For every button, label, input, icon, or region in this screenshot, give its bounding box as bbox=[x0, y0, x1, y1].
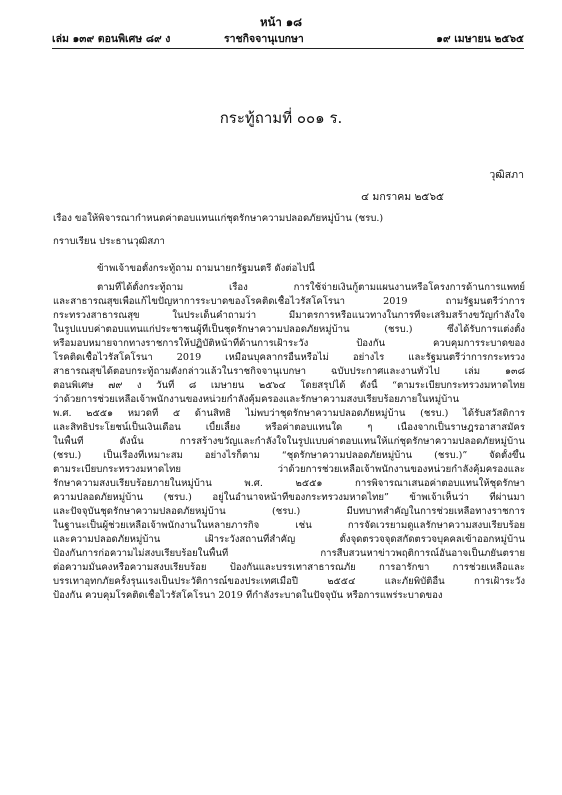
body-line: ในรูปแบบค่าตอบแทนแก่ประชาชนผู้ที่เป็นชุดรักษาความปลอดภัยหมู่บ้าน (ชรบ.) ซึ่งได้รับการแต่งตั้ง bbox=[53, 324, 525, 335]
body-line: ตอนพิเศษ ๗๙ ง วันที่ ๘ เมษายน ๒๕๖๔ โดยสรุปได้ ดังนี้ “ตามระเบียบกระทรวงมหาดไทย bbox=[53, 380, 525, 391]
body-line: (ชรบ.) เป็นเรื่องที่เหมาะสม อย่างไรก็ตาม “ชุดรักษาความปลอดภัยหมู่บ้าน (ชรบ.)” จัดตั้งขึ้น bbox=[53, 450, 525, 461]
body-line: และปัจจุบันชุดรักษาความปลอดภัยหมู่บ้าน (ชรบ.) มีบทบาทสำคัญในการช่วยเหลือทางราชการ bbox=[53, 506, 525, 517]
salutation: กราบเรียน ประธานวุฒิสภา bbox=[53, 236, 165, 247]
subject-line: เรื่อง ขอให้พิจารณากำหนดค่าตอบแทนแก่ชุดรักษาความปลอดภัยหมู่บ้าน (ชรบ.) bbox=[53, 213, 384, 224]
body-line: ตามที่ได้ตั้งกระทู้ถาม เรื่อง การใช้จ่ายเงินกู้ตามแผนงานหรือโครงการด้านการแพทย์ bbox=[97, 282, 525, 293]
body-line: ป้องกัน ควบคุมโรคติดเชื้อไวรัสโคโรนา 2019 ที่กำลังระบาดในปัจจุบัน หรือการแพร่ระบาดของ bbox=[53, 590, 443, 601]
body-line: กระทรวงสาธารณสุข ในประเด็นคำถามว่า มีมาตรการหรือแนวทางในการที่จะเสริมสร้างขวัญกำลังใจ bbox=[53, 310, 525, 321]
gazette-header-row bbox=[52, 30, 524, 46]
body-line: พ.ศ. ๒๕๕๑ หมวดที่ ๕ ด้านสิทธิ ไม่พบว่าชุดรักษาความปลอดภัยหมู่บ้าน (ชรบ.) ได้รับสวัสดิการ bbox=[53, 408, 525, 419]
gazette-name: ราชกิจจานุเบกษา bbox=[224, 33, 304, 45]
body-line: รักษาความสงบเรียบร้อยภายในหมู่บ้าน พ.ศ. ๒๕๕๑ การพิจารณาเสนอค่าตอบแทนให้ชุดรักษา bbox=[53, 478, 525, 489]
body-line: ป้องกันการก่อความไม่สงบเรียบร้อยในพื้นที่ การสืบสวนหาข่าวพฤติการณ์อันอาจเป็นภยันตราย bbox=[53, 548, 525, 559]
body-line: และสาธารณสุขเพื่อแก้ไขปัญหาการระบาดของโรคติดเชื้อไวรัสโคโรนา 2019 ถามรัฐมนตรีว่าการ bbox=[53, 296, 525, 307]
letter-date: ๔ มกราคม ๒๕๖๕ bbox=[361, 191, 444, 203]
body-line: และสิทธิประโยชน์เป็นเงินเดือน เบี้ยเลี้ยง หรือค่าตอบแทนใด ๆ เนื่องจากเป็นราษฎรอาสาสมัคร bbox=[53, 422, 525, 433]
body-line: ว่าด้วยการช่วยเหลือเจ้าพนักงานของหน่วยกำลังคุ้มครองและรักษาความสงบเรียบร้อยภายในหมู่บ้าน bbox=[53, 394, 460, 405]
addressee-org: วุฒิสภา bbox=[489, 169, 524, 181]
body-line: และความปลอดภัยหมู่บ้าน เฝ้าระวังสถานที่สำคัญ ตั้งจุดตรวจจุดสกัดตรวจบุคคลเข้าออกหมู่บ้าน bbox=[53, 534, 525, 545]
document-title: กระทู้ถามที่ ๐๐๑ ร. bbox=[219, 109, 343, 127]
volume-label: เล่ม ๑๓๙ ตอนพิเศษ ๘๙ ง bbox=[52, 33, 171, 45]
body-line: ความปลอดภัยหมู่บ้าน (ชรบ.) อยู่ในอำนาจหน้าที่ของกระทรวงมหาดไทย” ข้าพเจ้าเห็นว่า ที่ผ่านมา bbox=[53, 492, 525, 503]
body-line: ในฐานะเป็นผู้ช่วยเหลือเจ้าพนักงานในหลายภารกิจ เช่น การจัดเวรยามดูแลรักษาความสงบเรียบร้อย bbox=[53, 520, 525, 531]
intro-paragraph: ข้าพเจ้าขอตั้งกระทู้ถาม ถามนายกรัฐมนตรี ดังต่อไปนี้ bbox=[97, 263, 315, 274]
gazette-date: ๑๙ เมษายน ๒๕๖๕ bbox=[436, 33, 524, 45]
body-line: สาธารณสุขได้ตอบกระทู้ถามดังกล่าวแล้วในราชกิจจานุเบกษา ฉบับประกาศและงานทั่วไป เล่ม ๑๓๘ bbox=[53, 366, 525, 377]
body-line: หรือมอบหมายจากทางราชการให้ปฏิบัติหน้าที่ด้านการเฝ้าระวัง ป้องกัน ควบคุมการระบาดของ bbox=[53, 338, 525, 349]
body-line: บรรเทาอุทกภัยครั้งรุนแรงเป็นประวัติการณ์ของประเทศเมื่อปี ๒๕๕๔ และภัยพิบัติอื่น การเฝ้าระวัง bbox=[53, 576, 525, 587]
header-divider bbox=[52, 48, 524, 49]
body-line: ในพื้นที่ ดังนั้น การสร้างขวัญและกำลังใจในรูปแบบค่าตอบแทนให้แก่ชุดรักษาความปลอดภัยหมู่บ้าน bbox=[53, 436, 525, 447]
page-number: หน้า ๑๘ bbox=[259, 15, 303, 29]
body-line: ตามระเบียบกระทรวงมหาดไทย ว่าด้วยการช่วยเหลือเจ้าพนักงานของหน่วยกำลังคุ้มครองและ bbox=[53, 464, 525, 475]
body-line: ต่อความมั่นคงหรือความสงบเรียบร้อย ป้องกันและบรรเทาสาธารณภัย การอารักขา การช่วยเหลือและ bbox=[53, 562, 525, 573]
body-line: โรคติดเชื้อไวรัสโคโรนา 2019 เหมือนบุคลากรอื่นหรือไม่ อย่างไร และรัฐมนตรีว่าการกระทรวง bbox=[53, 352, 525, 363]
